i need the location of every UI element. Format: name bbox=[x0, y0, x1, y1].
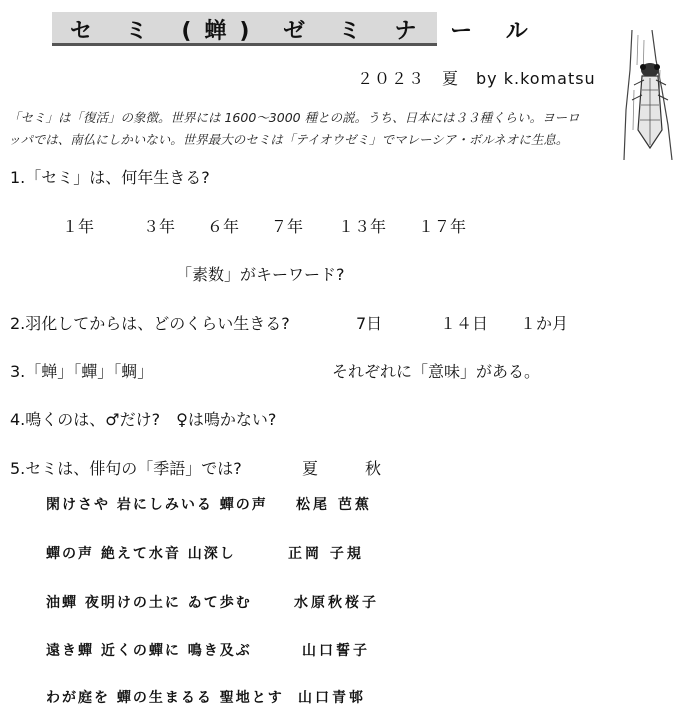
q1-option: ６年 bbox=[207, 217, 240, 236]
q1-option: １３年 bbox=[338, 217, 387, 236]
haiku-verse: 蟬の声 絶えて水音 山深し bbox=[46, 546, 236, 562]
q1-option: １７年 bbox=[418, 217, 467, 236]
haiku-poet: 正岡 子規 bbox=[288, 546, 364, 562]
intro-line-1: 「セミ」は「復活」の象徴。世界には 1600～3000 種との説。うち、日本には３３種くらい。ヨーロ bbox=[8, 110, 580, 125]
q1-option: １年 bbox=[62, 217, 95, 236]
question-5: 5.セミは、俳句の「季語」では? bbox=[10, 459, 242, 478]
haiku-verse: 遠き蟬 近くの蟬に 鳴き及ぶ bbox=[46, 643, 252, 659]
haiku-verse: 油蟬 夜明けの土に ゐて歩む bbox=[46, 595, 252, 611]
cicada-on-tree-icon bbox=[612, 30, 684, 160]
q3-note: それぞれに「意味」がある。 bbox=[332, 362, 541, 381]
q5-option: 夏 bbox=[302, 459, 319, 478]
haiku-verse: 閑けさや 岩にしみいる 蟬の声 bbox=[46, 497, 268, 513]
haiku-verse: わが庭を 蟬の生まるる 聖地とす bbox=[46, 690, 284, 706]
intro-line-2: ッパでは、南仏にしかいない。世界最大のセミは「テイオウゼミ」でマレーシア・ボルネオに生息。 bbox=[8, 132, 569, 147]
question-3: 3.「蝉」「蟬」「蜩」 bbox=[10, 362, 154, 381]
page-title: セ ミ (蝉) ゼ ミ ナ ー ル bbox=[70, 19, 541, 44]
question-2: 2.羽化してからは、どのくらい生きる? bbox=[10, 314, 290, 333]
q2-option: １４日 bbox=[440, 314, 489, 333]
q1-option: ３年 bbox=[143, 217, 176, 236]
haiku-poet: 山口青邨 bbox=[298, 690, 366, 706]
q2-option: １か月 bbox=[520, 314, 569, 333]
haiku-poet: 山口誓子 bbox=[302, 643, 370, 659]
q1-hint: 「素数」がキーワード? bbox=[176, 265, 345, 284]
haiku-poet: 水原秋桜子 bbox=[294, 595, 379, 611]
q2-option: 7日 bbox=[356, 314, 383, 333]
question-4: 4.鳴くのは、♂だけ? ♀は鳴かない? bbox=[10, 410, 277, 429]
q5-option: 秋 bbox=[365, 459, 382, 478]
haiku-poet: 松尾 芭蕉 bbox=[296, 497, 372, 513]
author-line: ２０２３ 夏 by k.komatsu bbox=[357, 69, 596, 88]
q1-option: ７年 bbox=[271, 217, 304, 236]
question-1: 1.「セミ」は、何年生きる? bbox=[10, 168, 210, 187]
